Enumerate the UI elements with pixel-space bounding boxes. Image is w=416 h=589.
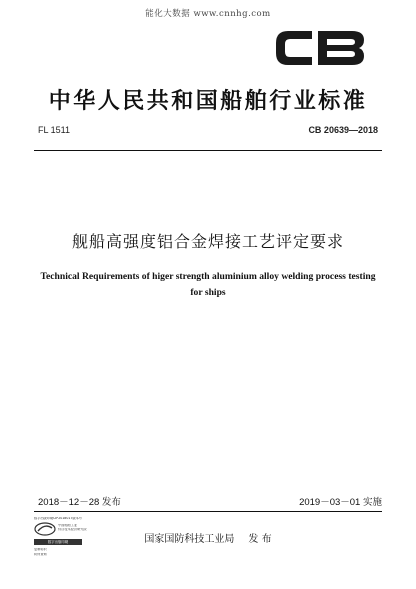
stamp-line-5: 防伪查询: [34, 553, 47, 556]
issuer-action: 发 布: [248, 534, 272, 545]
issue-date: 2018－12－28 发布: [38, 497, 121, 508]
english-title-line-1: Technical Requirements of higer strength aluminium alloy welding process testing: [40, 271, 376, 282]
english-title-line-2: for ships: [190, 287, 226, 298]
standard-number: CB 20639—2018: [308, 125, 378, 135]
classification-code: FL 1511: [38, 125, 71, 135]
top-divider: [34, 150, 382, 151]
cb-logo-icon: [272, 26, 368, 70]
standard-category-title: 中华人民共和国船舶行业标准: [48, 89, 368, 114]
stamp-line-4: 复制标识: [34, 548, 47, 551]
issuing-authority: [0, 530, 416, 545]
stamp-line-3: 综合技术经济研究院: [58, 528, 87, 531]
stamp-label: 数字出版印刷: [34, 539, 82, 545]
document-title-english: [30, 269, 386, 301]
watermark-text: 能化大数据 www.cnnhg.com: [145, 9, 271, 19]
implementation-date: 2019－03－01 实施: [299, 497, 382, 508]
stamp-line-2: 中国船舶工业: [58, 524, 78, 527]
issuer-name: 国家国防科技工业局: [144, 534, 235, 545]
stamp-line-1: 数字出版印刷CIP2018017版本号: [34, 517, 82, 520]
bottom-divider: [34, 511, 382, 512]
document-title-chinese: 舰船高强度铝合金焊接工艺评定要求: [71, 232, 344, 251]
